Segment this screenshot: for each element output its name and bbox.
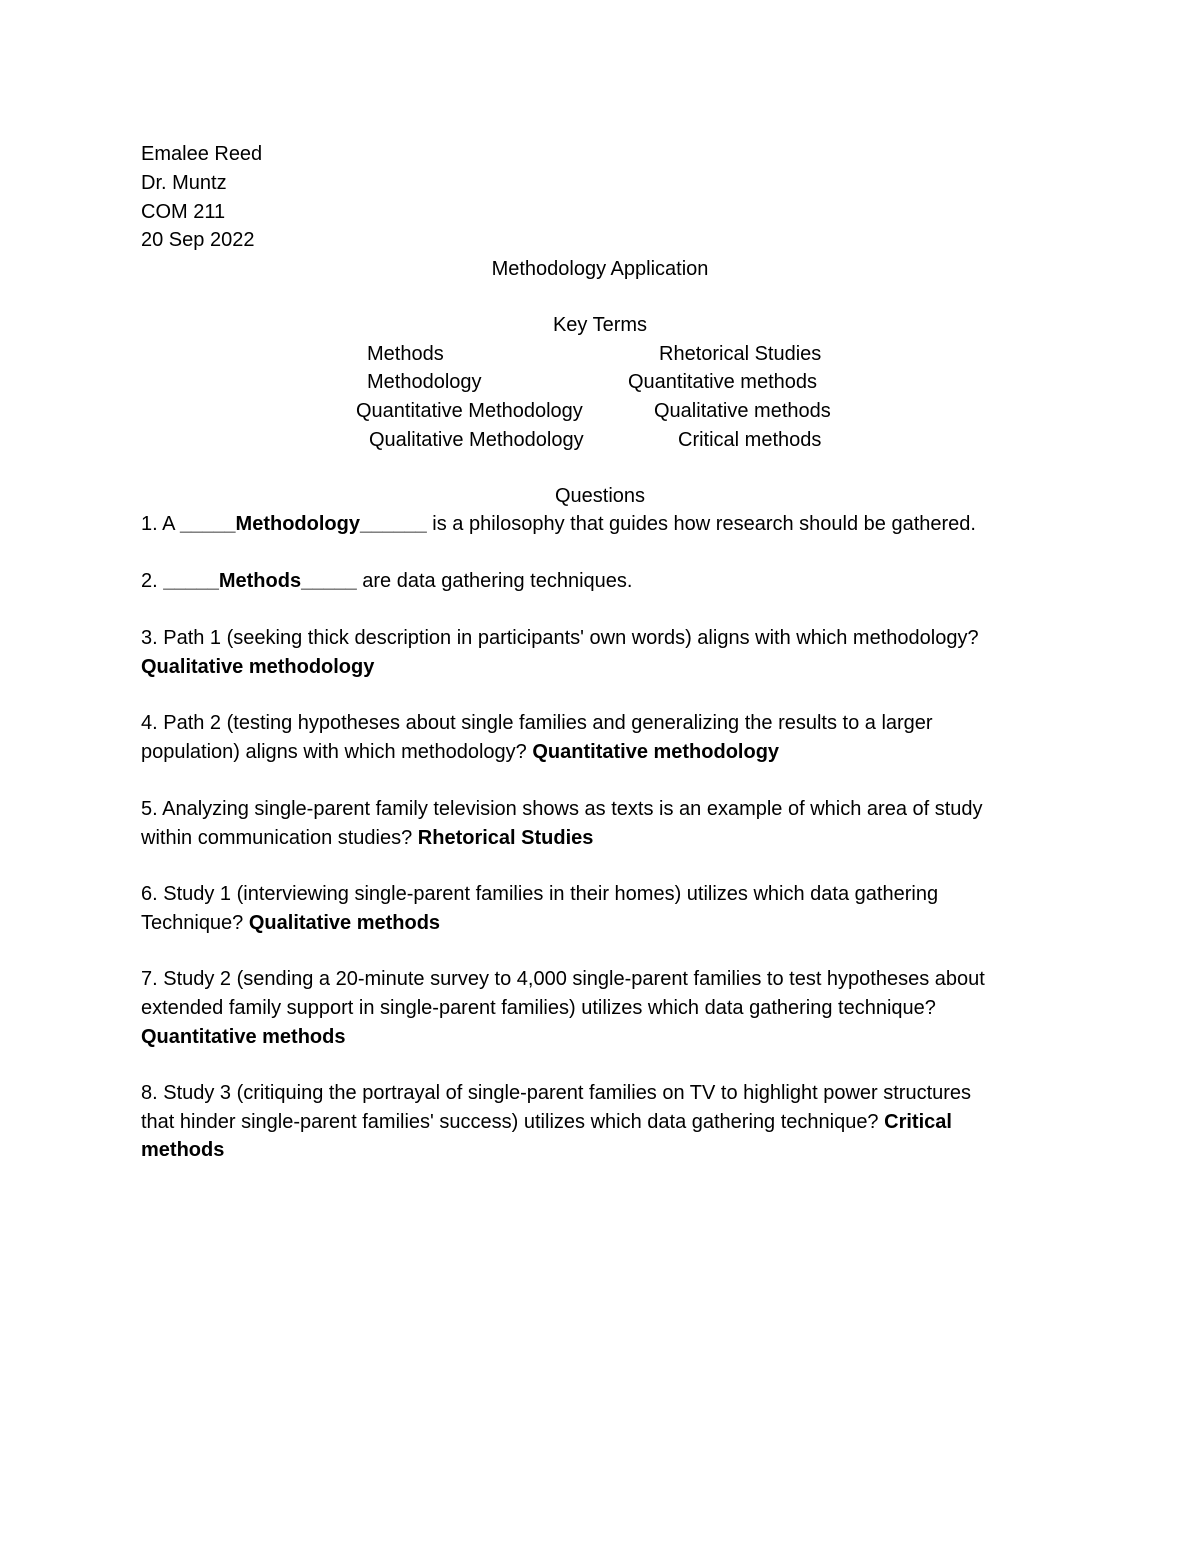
key-term-left: Methodology bbox=[367, 371, 482, 393]
question-6-answer: Qualitative methods bbox=[248, 912, 441, 934]
question-7-text-cont: extended family support in single-parent families) utilizes which data gathering technique? bbox=[141, 997, 936, 1019]
key-term-right: Qualitative methods bbox=[654, 400, 831, 422]
question-2-prefix: 2. bbox=[141, 570, 164, 592]
question-1-prefix: 1. A bbox=[141, 513, 180, 535]
question-8-text: 8. Study 3 (critiquing the portrayal of single-parent families on TV to highlight power structures bbox=[141, 1082, 972, 1104]
key-term-left: Quantitative Methodology bbox=[356, 400, 583, 422]
key-term-left: Methods bbox=[367, 343, 444, 365]
question-7-answer-text: Quantitative methods bbox=[141, 1026, 346, 1048]
question-8-line2 bbox=[141, 1110, 952, 1134]
question-3-answer-text: Qualitative methodology bbox=[141, 656, 375, 678]
document-date: 20 Sep 2022 bbox=[141, 229, 255, 251]
question-5-answer: Rhetorical Studies bbox=[417, 827, 594, 849]
question-7-answer bbox=[141, 1025, 345, 1049]
question-8-answer-part1: Critical bbox=[884, 1111, 952, 1133]
question-5-line2 bbox=[141, 826, 593, 850]
key-term-left: Qualitative Methodology bbox=[369, 429, 584, 451]
question-2-suffix: are data gathering techniques. bbox=[356, 570, 633, 592]
question-5-text-cont: within communication studies? bbox=[141, 827, 418, 849]
question-8-answer-part2: methods bbox=[141, 1139, 225, 1161]
question-1-answer: _____Methodology______ bbox=[179, 513, 427, 535]
question-6-text-cont: Technique? bbox=[141, 912, 249, 934]
question-2-answer: _____Methods_____ bbox=[163, 570, 357, 592]
question-6-line2 bbox=[141, 911, 440, 935]
course-code: COM 211 bbox=[141, 201, 226, 223]
question-7-text: 7. Study 2 (sending a 20-minute survey to 4,000 single-parent families to test hypotheses about bbox=[141, 968, 985, 990]
question-2 bbox=[141, 569, 632, 593]
key-terms-heading: Key Terms bbox=[552, 314, 648, 336]
question-4-text-cont: population) aligns with which methodology? bbox=[141, 741, 533, 763]
questions-heading: Questions bbox=[554, 485, 646, 507]
question-6-text: 6. Study 1 (interviewing single-parent families in their homes) utilizes which data gathering bbox=[141, 883, 939, 905]
student-name: Emalee Reed bbox=[141, 143, 263, 165]
question-3-answer bbox=[141, 655, 374, 679]
question-3-text: 3. Path 1 (seeking thick description in participants' own words) aligns with which methodology? bbox=[141, 627, 979, 649]
question-8-answer-cont bbox=[141, 1138, 224, 1162]
question-4-answer: Quantitative methodology bbox=[532, 741, 780, 763]
key-term-right: Quantitative methods bbox=[628, 371, 817, 393]
key-term-right: Rhetorical Studies bbox=[659, 343, 822, 365]
instructor-name: Dr. Muntz bbox=[141, 172, 227, 194]
question-1-suffix: is a philosophy that guides how research should be gathered. bbox=[426, 513, 976, 535]
document-title: Methodology Application bbox=[491, 258, 709, 280]
key-term-right: Critical methods bbox=[678, 429, 822, 451]
question-4-text: 4. Path 2 (testing hypotheses about single families and generalizing the results to a larger bbox=[141, 712, 933, 734]
question-1 bbox=[141, 512, 976, 536]
question-4-line2 bbox=[141, 740, 779, 764]
question-8-text-cont: that hinder single-parent families' success) utilizes which data gathering technique? bbox=[141, 1111, 885, 1133]
question-5-text: 5. Analyzing single-parent family television shows as texts is an example of which area of study bbox=[141, 798, 983, 820]
